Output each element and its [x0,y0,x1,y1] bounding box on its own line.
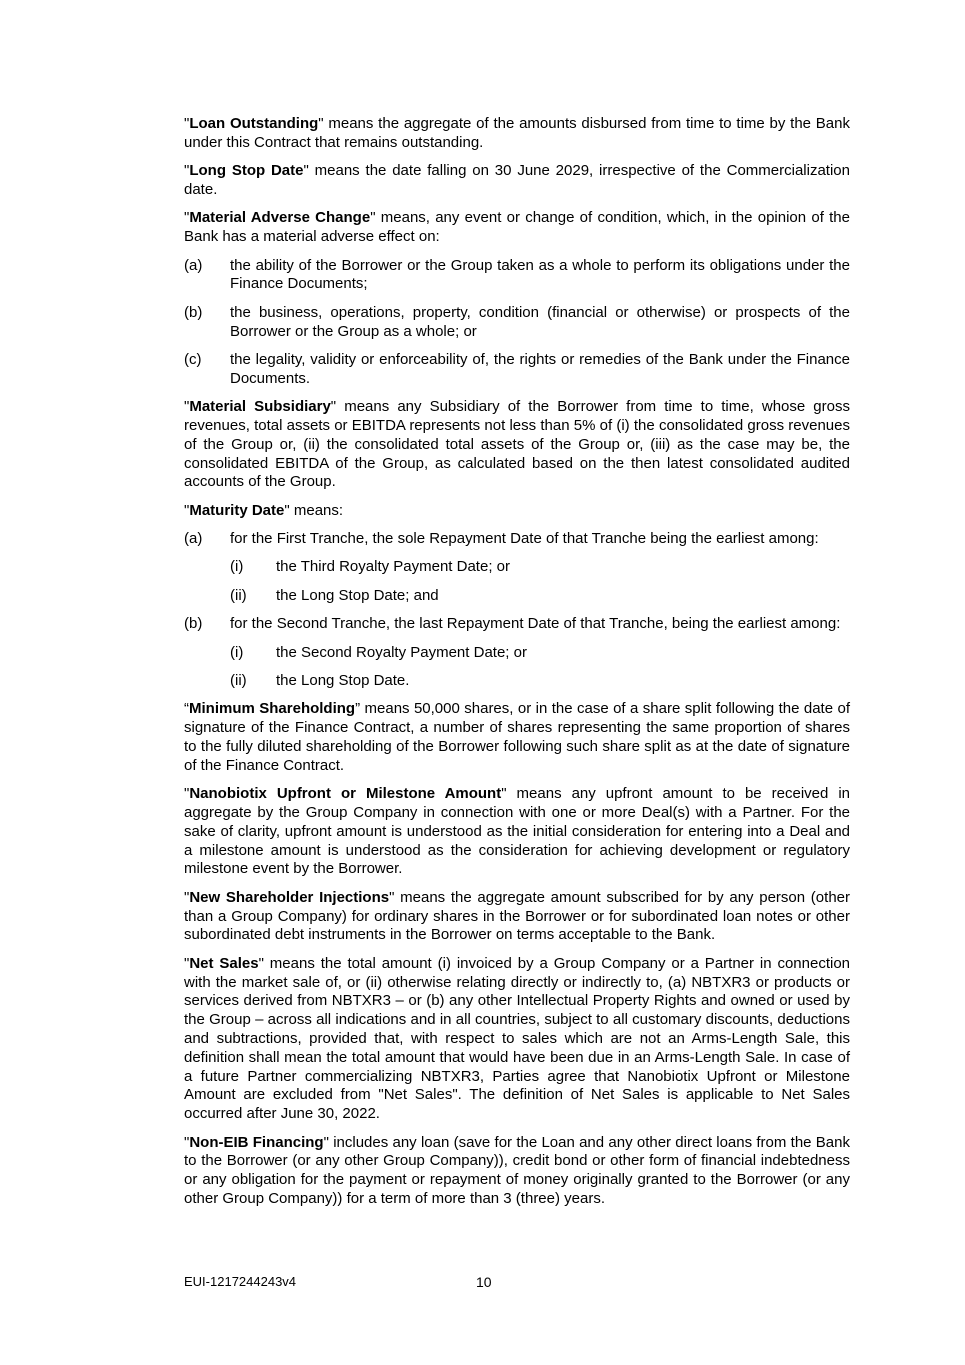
definition-text: means the total amount (i) invoiced by a Group Company or a Partner in connection with the market sale of, or (ii) otherwise relating directly or indirectly to, (a) NBTXR3 or products or services derived from NBTXR3 – or (b) any other Intellectual Property Rights and owned or used by the Group – across all indications and in all countries, subject to all customary discounts, deductions and subtractions, provided that, with respect to sales which are not an Arms-Length Sale, this definition shall mean the total amount that would have been due in an Arms-Length Sale. In case of a future Partner commercializing NBTXR3, Parties agree that Nanobiotix Upfront or Milestone Amount are excluded from "Net Sales". The definition of Net Sales is applicable to Net Sales occurred after June 30, 2022. [184,954,850,1123]
list-text: the Long Stop Date; and [276,586,439,604]
list-label: (i) [230,558,244,576]
list-text: for the First Tranche, the sole Repayment Date of that Tranche being the earliest among: [230,530,819,548]
sub-list-item [230,587,850,606]
definition-nanobiotix-upfront: "Nanobiotix Upfront or Milestone Amount" means any upfront amount to be received in aggregate by the Group Company in connection with one or more Deal(s) with a Partner. For the sake of clarity, upfront amount is understood as the initial consideration for entering into a Deal and a milestone amount is understood as the consideration for achieving development or regulatory milestone event by the Borrower. [184,785,851,878]
definition-net-sales: "Net Sales" means the total amount (i) invoiced by a Group Company or a Partner in connection with the market sale of, or (ii) otherwise relating directly or indirectly to, (a) NBTXR3 or products or services derived from NBTXR3 – or (b) any other Intellectual Property Rights and owned or used by the Group – across all indications and in all countries, subject to all customary discounts, deductions and subtractions, provided that, with respect to sales which are not an Arms-Length Sale, this definition shall mean the total amount that would have been due in an Arms-Length Sale. In case of a future Partner commercializing NBTXR3, Parties agree that Nanobiotix Upfront or Milestone Amount are excluded from "Net Sales". The definition of Net Sales is applicable to Net Sales occurred after June 30, 2022. [184,954,850,1123]
definition-text: means the aggregate of the amounts disbursed from time to time by the Bank under this Contract that remains outstanding. [184,115,850,151]
definition-minimum-shareholding: “Minimum Shareholding” means 50,000 shares, or in the case of a share split following the date of signature of the Finance Contract, a number of shares representing the same proportion of shares to the fully diluted shareholding of the Borrower following such share split as at the date of signature of the Finance Contract. [184,700,850,774]
definition-text: means the date falling on 30 June 2029, irrespective of the Commercialization date. [184,162,850,198]
list-text: the legality, validity or enforceability of, the rights or remedies of the Bank under the Finance Documents. [230,350,850,387]
list-text: the ability of the Borrower or the Group taken as a whole to perform its obligations under the Finance Documents; [230,256,850,293]
list-label: (ii) [230,672,247,690]
list-text: the business, operations, property, condition (financial or otherwise) or prospects of the Borrower or the Group as a whole; or [230,303,850,340]
definition-new-shareholder-injections: "New Shareholder Injections" means the aggregate amount subscribed for by any person (other than a Group Company) for ordinary shares in the Borrower or for subordinated loan notes or other subordinated debt instruments in the Borrower on terms acceptable to the Bank. [184,888,850,944]
definition-text: means any upfront amount to be received in aggregate by the Group Company in connection with one or more Deal(s) with a Partner. For the sake of clarity, upfront amount is understood as the initial consideration for entering into a Deal and a milestone amount is understood as the consideration for achieving development or regulatory milestone event by the Borrower. [184,785,851,878]
defined-term: Maturity Date [189,501,285,519]
defined-term: Nanobiotix Upfront or Milestone Amount [189,785,502,803]
list-label: (a) [184,256,203,274]
list-item [184,530,850,549]
list-label: (c) [184,350,202,368]
definition-non-eib-financing: "Non-EIB Financing" includes any loan (save for the Loan and any other direct loans from the Bank to the Borrower (or any other Group Company)), credit bond or other form of financial indebtedness or any obligation for the payment or repayment of money originally granted to the Borrower (or any other Group Company)) for a term of more than 3 (three) years. [184,1133,850,1207]
document-body [184,115,850,1218]
definition-loan-outstanding: "Loan Outstanding" means the aggregate of the amounts disbursed from time to time by the Bank under this Contract that remains outstanding. [184,115,850,151]
definition-text: includes any loan (save for the Loan and any other direct loans from the Bank to the Borrower (or any other Group Company)), credit bond or other form of financial indebtedness or any obligation for the payment or repayment of money originally granted to the Borrower (or any other Group Company)) for a term of more than 3 (three) years. [184,1133,850,1207]
definition-long-stop-date: "Long Stop Date" means the date falling on 30 June 2029, irrespective of the Commercialization date. [184,162,850,198]
list-text: for the Second Tranche, the last Repayment Date of that Tranche, being the earliest among: [230,615,841,633]
definition-text: means, any event or change of condition, which, in the opinion of the Bank has a material adverse effect on: [184,209,850,246]
defined-term: Loan Outstanding [189,115,319,132]
page-number: 10 [476,1274,492,1290]
defined-term: Material Subsidiary [189,398,331,416]
sub-list-item [230,644,850,663]
list-label: (i) [230,643,244,661]
document-reference: EUI-1217244243v4 [184,1274,297,1289]
list-label: (b) [184,303,203,321]
definition-text: means any Subsidiary of the Borrower from time to time, whose gross revenues, total assets or EBITDA represents not less than 5% of (i) the consolidated gross revenues of the Group or, (ii) the consolidated total assets of the Group or, (iii) as the case may be, the consolidated EBITDA of the Group, as calculated based on the then latest consolidated audited accounts of the Group. [184,398,850,491]
sub-list-item [230,558,850,577]
defined-term: New Shareholder Injections [189,888,390,906]
definition-text: means the aggregate amount subscribed for by any person (other than a Group Company) for ordinary shares in the Borrower or for subordinated loan notes or other subordinated debt instruments in the Borrower on terms acceptable to the Bank. [184,888,850,944]
list-label: (ii) [230,586,247,604]
definition-material-adverse-change: "Material Adverse Change" means, any event or change of condition, which, in the opinion of the Bank has a material adverse effect on: [184,209,850,246]
list-item [184,615,850,634]
defined-term: Material Adverse Change [189,209,371,227]
list-item [184,257,850,295]
definition-text: means 50,000 shares, or in the case of a share split following the date of signature of the Finance Contract, a number of shares representing the same proportion of shares to the fully diluted shareholding of the Borrower following such share split as at the date of signature of the Finance Contract. [184,700,850,774]
definition-material-subsidiary: "Material Subsidiary" means any Subsidiary of the Borrower from time to time, whose gross revenues, total assets or EBITDA represents not less than 5% of (i) the consolidated gross revenues of the Group or, (ii) the consolidated total assets of the Group or, (iii) as the case may be, the consolidated EBITDA of the Group, as calculated based on the then latest consolidated audited accounts of the Group. [184,398,850,491]
definition-text: means: [289,501,344,519]
list-text: the Third Royalty Payment Date; or [276,558,510,576]
list-item [184,351,850,389]
defined-term: Minimum Shareholding [189,700,356,718]
list-text: the Long Stop Date. [276,672,410,690]
defined-term: Long Stop Date [189,162,304,180]
list-text: the Second Royalty Payment Date; or [276,643,527,661]
defined-term: Net Sales [189,954,259,972]
defined-term: Non-EIB Financing [189,1133,324,1151]
sub-list-item [230,672,850,691]
list-item [184,304,850,342]
definition-maturity-date: "Maturity Date" means: [184,501,344,519]
list-label: (b) [184,615,203,633]
list-label: (a) [184,530,203,548]
